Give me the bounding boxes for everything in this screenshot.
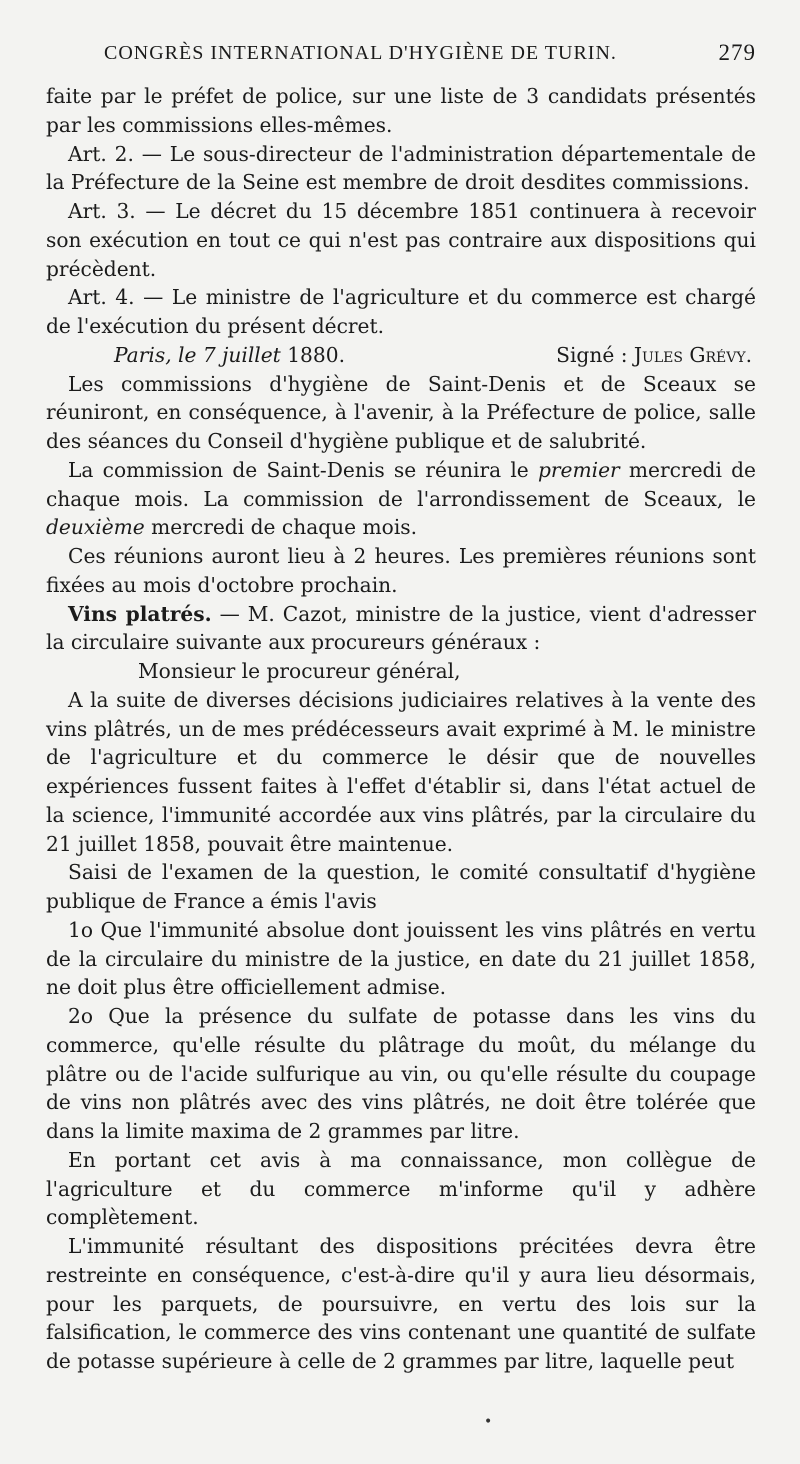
letter-salutation: Monsieur le procureur général, [138, 659, 461, 683]
page-body [46, 82, 756, 1376]
page-number: 279 [718, 40, 756, 65]
signature-date: 7 juillet [202, 342, 281, 367]
paragraph-meeting-days [46, 456, 756, 542]
paragraph-immunity: L'immunité résultant des dispositions précitées devra être restreinte en conséquence, c'est-à-dire qu'il y aura lieu désormais, pour les parquets, de poursuivre, en vertu des lois sur la falsification, le commerce des vins contenant une quantité de sulfate de potasse supérieure à celle de 2 grammes par litre, laquelle peut [46, 1234, 756, 1373]
footer-mark: • [484, 1414, 493, 1430]
running-header [46, 42, 756, 72]
article-2 [46, 140, 756, 198]
article-3 [46, 197, 756, 283]
meeting-text-b: mercredi de chaque mois. La commission de l'arrondissement de Sceaux, le [46, 457, 756, 511]
meeting-text-c: mercredi de chaque mois. [144, 515, 418, 540]
section-heading: Vins platrés. [68, 601, 212, 626]
paragraph-colleague: En portant cet avis à ma connaissance, mon collègue de l'agriculture et du commerce m'informe qu'il y adhère complètement. [46, 1147, 756, 1230]
paragraph-decisions: A la suite de diverses décisions judiciaires relatives à la vente des vins plâtrés, un de mes prédécesseurs avait exprimé à M. le ministre de l'agriculture et du commerce le désir que de nouvelles expériences fussent faites à l'effet d'établir si, dans l'état actuel de la science, l'immunité accordée aux vins plâtrés, par la circulaire du 21 juillet 1858, pouvait être maintenue. [46, 687, 756, 856]
article-2-label: Art. 2. [68, 141, 134, 166]
meeting-second: deuxième [46, 515, 145, 540]
signature-date-prefix: , le [165, 342, 203, 367]
article-4-label: Art. 4. [68, 285, 135, 310]
article-3-text: — Le décret du 15 décembre 1851 continuera à recevoir son exécution en tout ce qui n'est pas contraire aux dispositions qui précèdent. [46, 199, 757, 281]
article-2-text: — Le sous-directeur de l'administration départementale de la Préfecture de la Seine est membre de droit desdites commissions. [46, 141, 756, 195]
article-3-label: Art. 3. [68, 199, 136, 223]
signed-by [556, 341, 756, 370]
signature-year: 1880. [280, 342, 346, 367]
paragraph-commissions: Les commissions d'hygiène de Saint-Denis et de Sceaux se réuniront, en conséquence, à l'avenir, à la Préfecture de police, salle des séances du Conseil d'hygiène publique et de salubrité. [46, 371, 756, 453]
paragraph-meeting-time: Ces réunions auront lieu à 2 heures. Les premières réunions sont fixées au mois d'octobre prochain. [46, 544, 756, 597]
meeting-text-a: La commission de Saint-Denis se réunira le [68, 457, 538, 482]
article-4-text: — Le ministre de l'agriculture et du commerce est chargé de l'exécution du présent décret. [46, 285, 756, 338]
paragraph-point-1: 1o Que l'immunité absolue dont jouissent les vins plâtrés en vertu de la circulaire du ministre de la justice, en date du 21 juillet 1858, ne doit plus être officiellement admise. [46, 917, 756, 1000]
signature-place: Paris [114, 342, 166, 367]
paragraph-committee: Saisi de l'examen de la question, le comité consultatif d'hygiène publique de France a émis l'avis [46, 860, 756, 913]
header-title: CONGRÈS INTERNATIONAL D'HYGIÈNE DE TURIN. [104, 42, 617, 64]
signed-label: Signé : [556, 342, 634, 367]
section-intro: — M. Cazot, ministre de la justice, vient d'adresser la circulaire suivante aux procureurs généraux : [46, 601, 756, 655]
section-vins-platres [46, 600, 756, 658]
meeting-first: premier [537, 457, 620, 482]
article-4 [46, 283, 756, 341]
decree-signature-line [46, 341, 756, 370]
paragraph-continuation: faite par le préfet de police, sur une liste de 3 candidats présentés par les commissions elles-mêmes. [46, 84, 756, 137]
paragraph-point-2: 2o Que la présence du sulfate de potasse dans les vins du commerce, qu'elle résulte du plâtrage du moût, du mélange du plâtre ou de l'acide sulfurique au vin, ou qu'elle résulte du coupage de vins non plâtrés avec des vins plâtrés, ne doit être tolérée que dans la limite maxima de 2 grammes par litre. [46, 1004, 756, 1143]
signatory-name: Jules Grévy. [633, 342, 752, 367]
